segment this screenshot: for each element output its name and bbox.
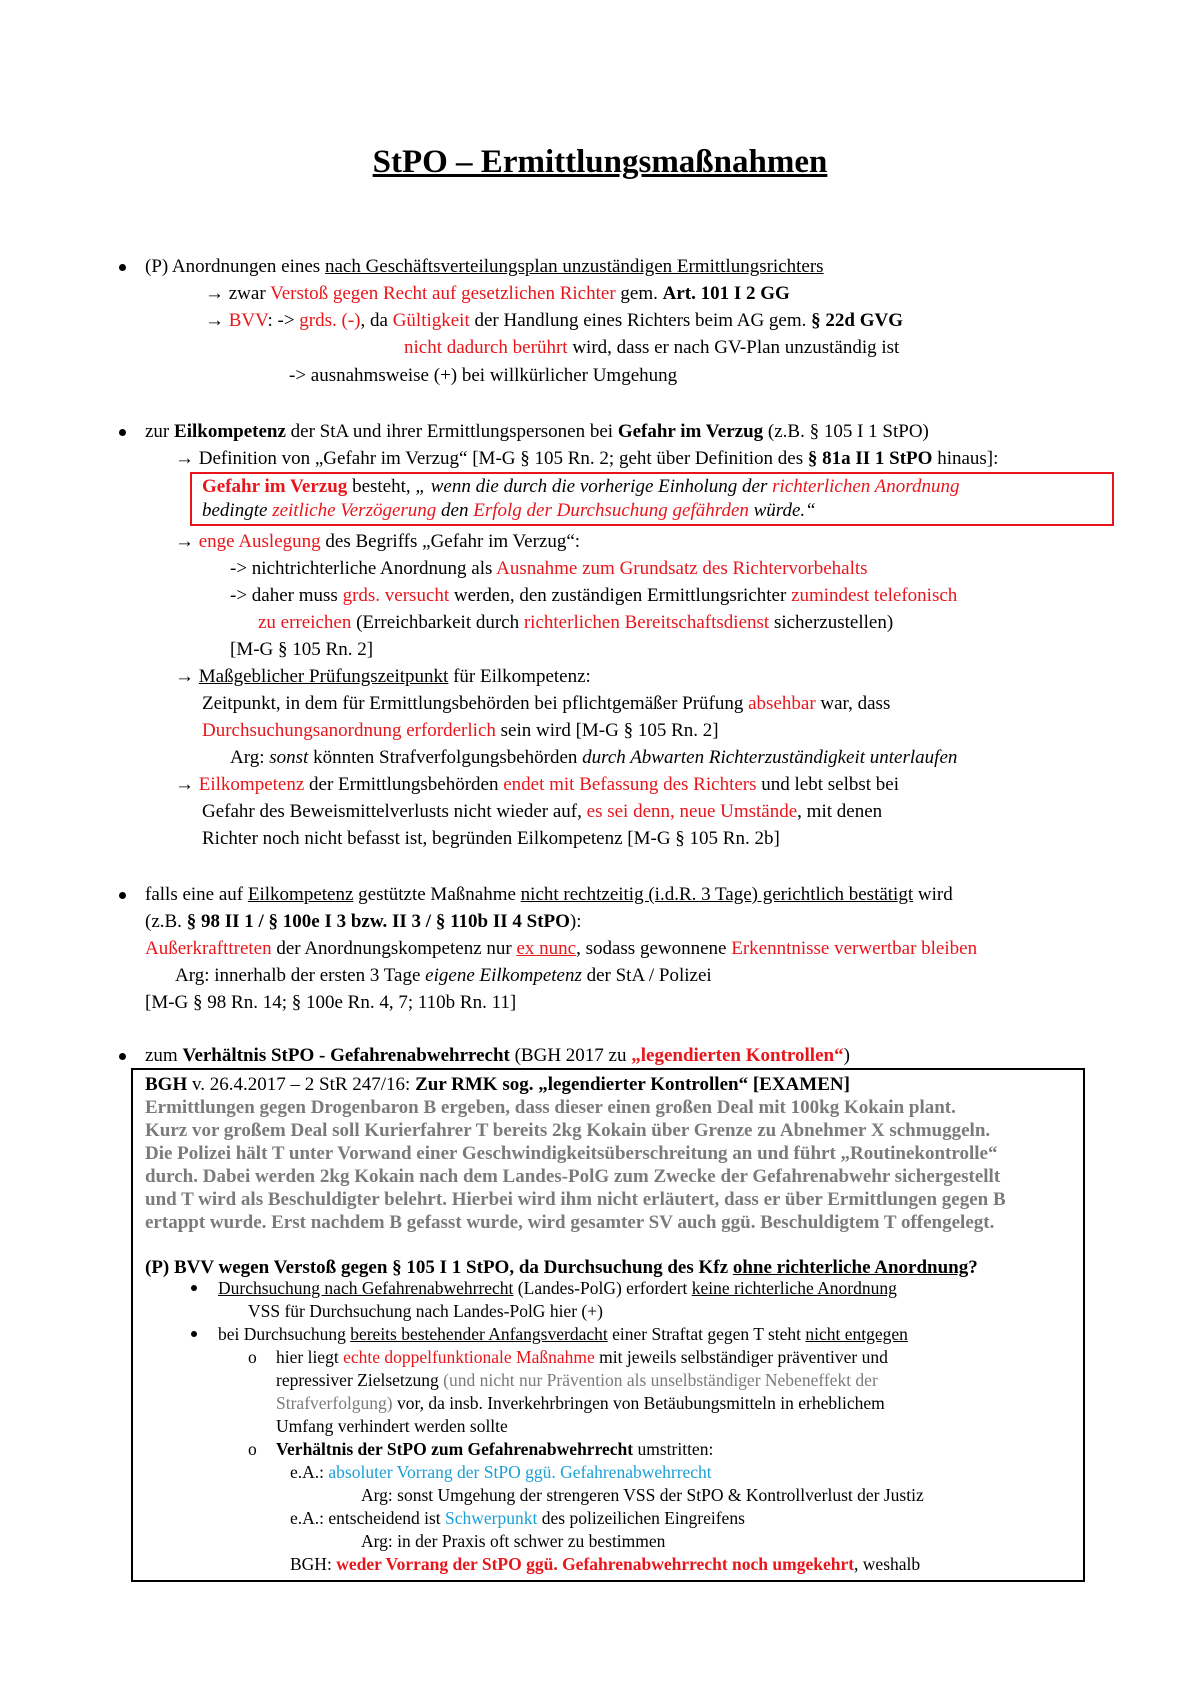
case-heading: BGH v. 26.4.2017 – 2 StR 247/16: Zur RMK sog. „legendierter Kontrollen“ [EXAMEN] [145,1074,850,1095]
sec2-line-4: -> nichtrichterliche Anordnung als Ausnahme zum Grundsatz des Richtervorbehalts [230,558,868,579]
sec2-line-7: [M-G § 105 Rn. 2] [230,639,374,660]
sec1-line-5: -> ausnahmsweise (+) bei willkürlicher Umgehung [289,365,678,386]
opinion-2: e.A.: entscheidend ist Schwerpunkt des polizeilichen Eingreifens [290,1508,745,1528]
sec2-line-9: Zeitpunkt, in dem für Ermittlungsbehörden bei pflichtgemäßer Prüfung absehbar war, dass [202,693,891,714]
sec2-line-3: → enge Auslegung des Begriffs „Gefahr im Verzug“: [175,531,581,552]
case-facts-2: Kurz vor großem Deal soll Kurierfahrer T bereits 2kg Kokain über Grenze zu Abnehmer X schmuggeln. [145,1120,991,1141]
sec3-line-4: Arg: innerhalb der ersten 3 Tage eigene Eilkompetenz der StA / Polizei [175,965,712,986]
sec4-line-1: zum Verhältnis StPO - Gefahrenabwehrrecht (BGH 2017 zu „legendierten Kontrollen“) [145,1045,850,1066]
sub-bullet-1: hier liegt echte doppelfunktionale Maßnahme mit jeweils selbständiger präventiver und [276,1347,888,1367]
bullet-icon [191,1331,197,1337]
sec2-line-14: Richter noch nicht befasst ist, begründen Eilkompetenz [M-G § 105 Rn. 2b] [202,828,780,849]
case-facts-6: ertappt wurde. Erst nachdem B gefasst wurde, wird gesamter SV auch ggü. Beschuldigtem T offengelegt. [145,1212,995,1233]
case-facts-5: und T wird als Beschuldigter belehrt. Hierbei wird ihm nicht erläutert, dass er über Ermittlungen gegen B [145,1189,1006,1210]
sec2-line-8: → Maßgeblicher Prüfungszeitpunkt für Eilkompetenz: [175,666,591,687]
definition-line-2: bedingte zeitliche Verzögerung den Erfolg der Durchsuchung gefährden würde.“ [202,500,816,521]
bullet-icon [119,429,126,436]
sec2-line-5: -> daher muss grds. versucht werden, den zuständigen Ermittlungsrichter zumindest telefonisch [230,585,958,606]
bullet-icon [119,264,126,271]
sub-bullet-1c: Strafverfolgung) vor, da insb. Inverkehrbringen von Betäubungsmitteln in erheblichem [276,1393,885,1413]
sec1-line-2: → zwar Verstoß gegen Recht auf gesetzlichen Richter gem. Art. 101 I 2 GG [205,283,790,304]
definition-line-1: Gefahr im Verzug besteht, „ wenn die durch die vorherige Einholung der richterlichen Anordnung [202,476,960,497]
case-bullet-1b: VSS für Durchsuchung nach Landes-PolG hier (+) [248,1301,603,1321]
page-title: StPO – Ermittlungsmaßnahmen [372,144,828,180]
bgh-opinion: BGH: weder Vorrang der StPO ggü. Gefahrenabwehrrecht noch umgekehrt, weshalb [290,1554,921,1574]
sub-bullet-1d: Umfang verhindert werden sollte [276,1416,508,1436]
sec3-line-5: [M-G § 98 Rn. 14; § 100e Rn. 4, 7; 110b Rn. 11] [145,992,517,1013]
sub-bullet-2: Verhältnis der StPO zum Gefahrenabwehrrecht umstritten: [276,1439,714,1459]
sec2-line-11: Arg: sonst könnten Strafverfolgungsbehörden durch Abwarten Richterzuständigkeit unterlaufen [230,747,958,768]
case-facts-4: durch. Dabei werden 2kg Kokain nach dem Landes-PolG zum Zwecke der Gefahrenabwehr sichergestellt [145,1166,1001,1187]
sub-bullet-marker: o [248,1439,257,1459]
case-facts-1: Ermittlungen gegen Drogenbaron B ergeben, dass dieser einen großen Deal mit 100kg Kokain plant. [145,1097,956,1118]
sec2-line-10: Durchsuchungsanordnung erforderlich sein wird [M-G § 105 Rn. 2] [202,720,719,741]
opinion-1: e.A.: absoluter Vorrang der StPO ggü. Gefahrenabwehrrecht [290,1462,712,1482]
case-bullet-1: Durchsuchung nach Gefahrenabwehrrecht (Landes-PolG) erfordert keine richterliche Anordnung [218,1278,897,1298]
sec3-line-2: (z.B. § 98 II 1 / § 100e I 3 bzw. II 3 / § 110b II 4 StPO): [145,911,582,932]
sec1-line-4: nicht dadurch berührt wird, dass er nach GV-Plan unzuständig ist [404,337,900,358]
sub-bullet-1b: repressiver Zielsetzung (und nicht nur Prävention als unselbständiger Nebeneffekt der [276,1370,878,1390]
sec2-line-6: zu erreichen (Erreichbarkeit durch richterlichen Bereitschaftsdienst sicherzustellen) [258,612,894,633]
bullet-icon [191,1285,197,1291]
sec2-line-1: zur Eilkompetenz der StA und ihrer Ermittlungspersonen bei Gefahr im Verzug (z.B. § 105 I 1 StPO) [145,421,929,442]
sub-bullet-marker: o [248,1347,257,1367]
sec1-line-1: (P) Anordnungen eines nach Geschäftsverteilungsplan unzuständigen Ermittlungsrichters [145,256,824,277]
sec3-line-1: falls eine auf Eilkompetenz gestützte Maßnahme nicht rechtzeitig (i.d.R. 3 Tage) gerichtlich bestätigt wird [145,884,953,905]
sec2-line-2: → Definition von „Gefahr im Verzug“ [M-G § 105 Rn. 2; geht über Definition des § 81a II 1 StPO hinaus]: [175,448,999,469]
bullet-icon [119,892,126,899]
sec2-line-13: Gefahr des Beweismittelverlusts nicht wieder auf, es sei denn, neue Umstände, mit denen [202,801,883,822]
bullet-icon [119,1053,126,1060]
case-facts-3: Die Polizei hält T unter Vorwand einer Geschwindigkeitsüberschreitung an und führt „Routinekontrolle“ [145,1143,998,1164]
sec3-line-3: Außerkrafttreten der Anordnungskompetenz nur ex nunc, sodass gewonnene Erkenntnisse verwertbar bleiben [145,938,978,959]
opinion-1-arg: Arg: sonst Umgehung der strengeren VSS der StPO & Kontrollverlust der Justiz [361,1485,924,1505]
case-bullet-2: bei Durchsuchung bereits bestehender Anfangsverdacht einer Straftat gegen T steht nicht entgegen [218,1324,908,1344]
sec2-line-12: → Eilkompetenz der Ermittlungsbehörden endet mit Befassung des Richters und lebt selbst bei [175,774,899,795]
sec1-line-3: → BVV: -> grds. (-), da Gültigkeit der Handlung eines Richters beim AG gem. § 22d GVG [205,310,904,331]
opinion-2-arg: Arg: in der Praxis oft schwer zu bestimmen [361,1531,666,1551]
problem-heading: (P) BVV wegen Verstoß gegen § 105 I 1 StPO, da Durchsuchung des Kfz ohne richterliche Anordnung? [145,1257,978,1278]
